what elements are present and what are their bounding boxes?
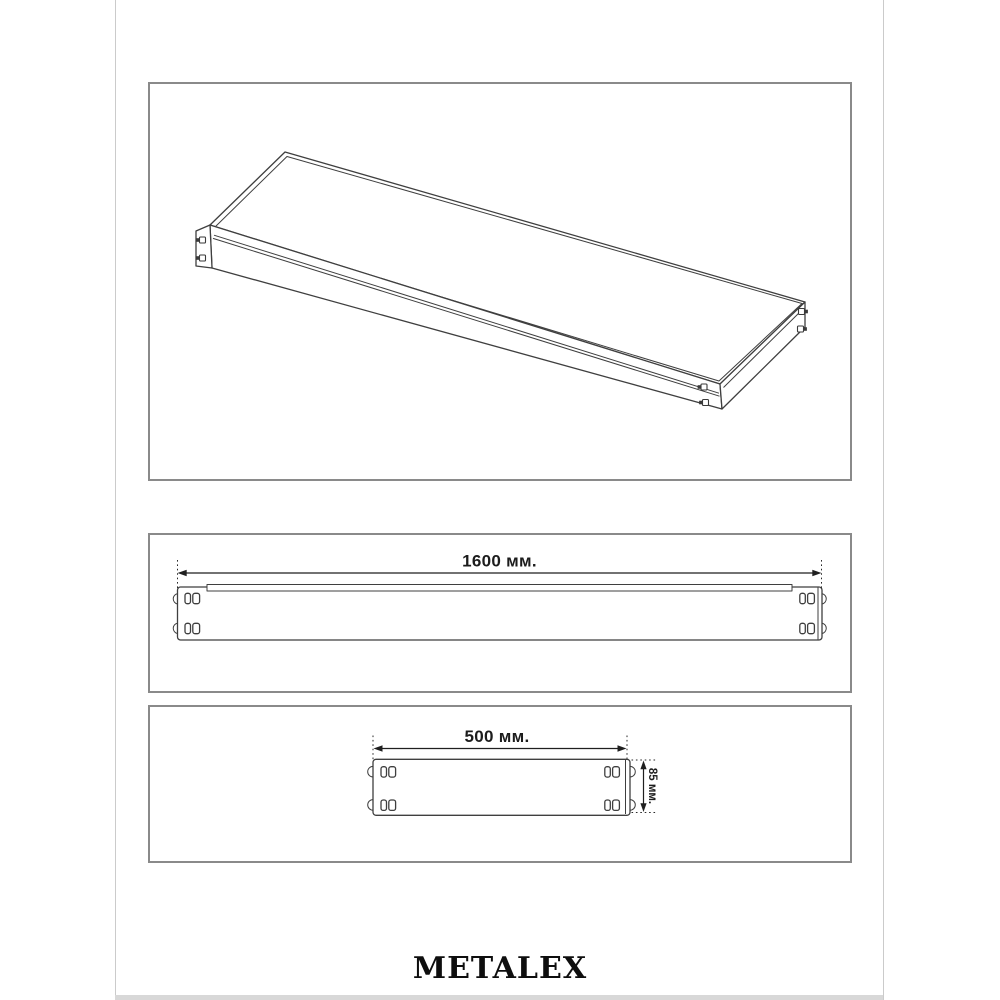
page-left-guide-line [115,0,116,1000]
front-width-label: 1600 мм. [462,551,537,571]
side-height-label: 85 мм. [646,767,658,805]
side-width-label: 500 мм. [464,727,530,746]
shelf-front-view-drawing [173,585,826,641]
footer-divider [115,995,883,1000]
shelf-lip [207,585,792,592]
front-view-panel [148,533,852,693]
brand-logo: METALEX [412,951,588,986]
page-right-guide-line [883,0,884,1000]
shelf-body [178,587,823,640]
shelf-side-view-drawing [368,759,636,815]
shelf-end-body [373,759,630,815]
side-view-panel [148,705,852,863]
isometric-view-panel [148,82,852,481]
